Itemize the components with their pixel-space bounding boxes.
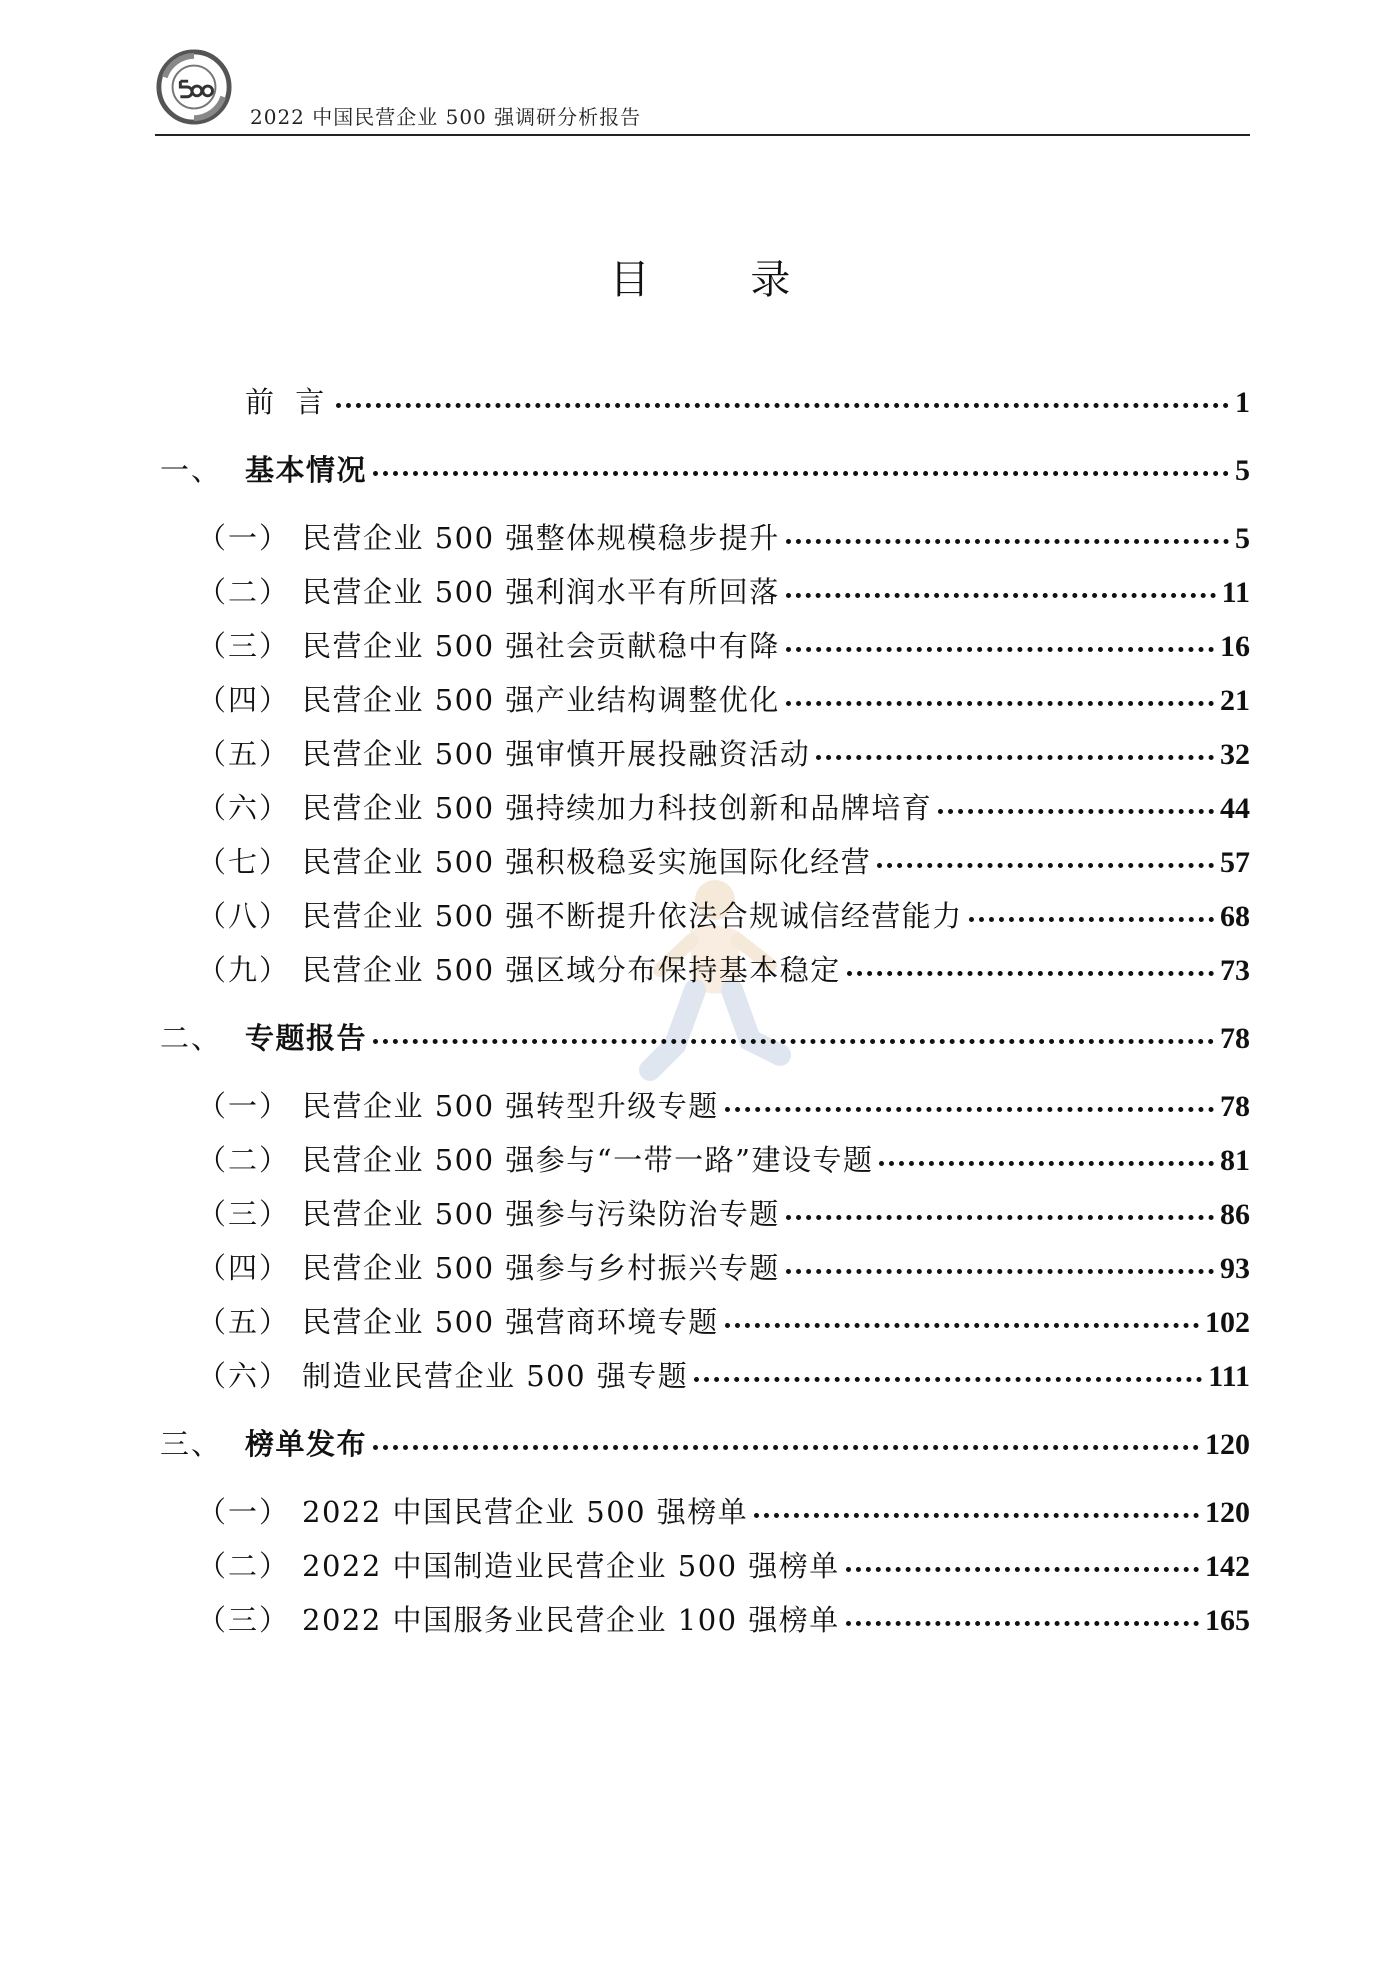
toc-entry-page: 120	[1205, 1496, 1250, 1529]
toc-chapter-entry[interactable]	[160, 1016, 1250, 1056]
toc-entry-page: 57	[1220, 846, 1250, 879]
toc-entry-label: 民营企业 500 强营商环境专题	[302, 1305, 719, 1339]
toc-entry-label: 民营企业 500 强持续加力科技创新和品牌培育	[302, 791, 933, 825]
toc-entry-page: 78	[1220, 1090, 1250, 1123]
toc-dot-leader	[786, 539, 1229, 544]
header-divider	[155, 134, 1250, 136]
toc-dot-leader	[336, 403, 1229, 408]
toc-entry-page: 16	[1220, 630, 1250, 663]
toc-entry-page: 5	[1235, 454, 1250, 487]
toc-entry-label: 民营企业 500 强区域分布保持基本稳定	[302, 953, 841, 987]
toc-entry-number: （一）	[197, 521, 291, 555]
toc-section-entry[interactable]	[197, 732, 1250, 772]
toc-entry-page: 165	[1205, 1604, 1250, 1637]
toc-section-entry[interactable]	[197, 1192, 1250, 1232]
toc-dot-leader	[786, 593, 1216, 598]
toc-heading: 目 录	[609, 257, 835, 303]
toc-dot-leader	[879, 1161, 1214, 1166]
toc-entry-page: 142	[1205, 1550, 1250, 1583]
toc-entry-number: （三）	[197, 1603, 291, 1637]
toc-section-entry[interactable]	[197, 894, 1250, 934]
toc-entry-page: 32	[1220, 738, 1250, 771]
toc-chapter-entry[interactable]	[160, 380, 1250, 420]
toc-chapter-entry[interactable]	[160, 1422, 1250, 1462]
toc-entry-label: 民营企业 500 强审慎开展投融资活动	[302, 737, 811, 771]
toc-entry-page: 44	[1220, 792, 1250, 825]
toc-entry-label: 民营企业 500 强参与污染防治专题	[302, 1197, 780, 1231]
toc-dot-leader	[373, 1039, 1214, 1044]
toc-entry-page: 93	[1220, 1252, 1250, 1285]
toc-entry-label: 前 言	[245, 385, 331, 419]
toc-entry-label: 基本情况	[245, 453, 368, 487]
toc-entry-number: （二）	[197, 1143, 291, 1177]
toc-entry-number: （三）	[197, 1197, 291, 1231]
toc-section-entry[interactable]	[197, 1300, 1250, 1340]
toc-dot-leader	[877, 863, 1214, 868]
page-header	[155, 48, 1250, 138]
toc-entry-label: 制造业民营企业 500 强专题	[302, 1359, 689, 1393]
toc-entry-page: 21	[1220, 684, 1250, 717]
toc-dot-leader	[373, 1445, 1199, 1450]
toc-section-entry[interactable]	[197, 1490, 1250, 1530]
toc-section-entry[interactable]	[197, 1138, 1250, 1178]
toc-entry-number: （六）	[197, 791, 291, 825]
toc-dot-leader	[846, 1621, 1199, 1626]
toc-entry-page: 102	[1205, 1306, 1250, 1339]
toc-entry-number: 二、	[160, 1021, 223, 1055]
toc-entry-label: 民营企业 500 强转型升级专题	[302, 1089, 719, 1123]
toc-entry-number: 一、	[160, 453, 223, 487]
toc-entry-label: 民营企业 500 强参与“一带一路”建设专题	[302, 1143, 874, 1177]
toc-entry-number: （二）	[197, 1549, 291, 1583]
toc-entry-number: （五）	[197, 1305, 291, 1339]
toc-dot-leader	[786, 1269, 1214, 1274]
toc-entry-page: 5	[1235, 522, 1250, 555]
toc-entry-number: （一）	[197, 1089, 291, 1123]
toc-entry-label: 民营企业 500 强利润水平有所回落	[302, 575, 780, 609]
toc-entry-page: 81	[1220, 1144, 1250, 1177]
toc-section-entry[interactable]	[197, 786, 1250, 826]
toc-dot-leader	[786, 647, 1214, 652]
toc-dot-leader	[725, 1107, 1214, 1112]
toc-dot-leader	[969, 917, 1214, 922]
toc-chapter-entry[interactable]	[160, 448, 1250, 488]
toc-entry-page: 86	[1220, 1198, 1250, 1231]
toc-dot-leader	[373, 471, 1229, 476]
toc-dot-leader	[847, 971, 1214, 976]
toc-dot-leader	[694, 1377, 1202, 1382]
toc-entry-page: 78	[1220, 1022, 1250, 1055]
toc-section-entry[interactable]	[197, 570, 1250, 610]
toc-entry-label: 2022 中国制造业民营企业 500 强榜单	[302, 1549, 840, 1583]
toc-entry-label: 民营企业 500 强整体规模稳步提升	[302, 521, 780, 555]
toc-entry-number: （六）	[197, 1359, 291, 1393]
toc-section-entry[interactable]	[197, 840, 1250, 880]
toc-entry-number: （一）	[197, 1495, 291, 1529]
toc-entry-page: 11	[1221, 576, 1250, 609]
toc-section-entry[interactable]	[197, 948, 1250, 988]
toc-entry-page: 68	[1220, 900, 1250, 933]
toc-section-entry[interactable]	[197, 678, 1250, 718]
toc-entry-label: 专题报告	[245, 1021, 368, 1055]
toc-entry-label: 2022 中国服务业民营企业 100 强榜单	[302, 1603, 840, 1637]
toc-entry-label: 民营企业 500 强社会贡献稳中有降	[302, 629, 780, 663]
toc-entry-page: 111	[1208, 1360, 1250, 1393]
toc-entry-label: 民营企业 500 强不断提升依法合规诚信经营能力	[302, 899, 963, 933]
toc-dot-leader	[816, 755, 1214, 760]
report-title: 2022 中国民营企业 500 强调研分析报告	[250, 105, 642, 129]
toc-entry-number: （八）	[197, 899, 291, 933]
toc-entry-number: （七）	[197, 845, 291, 879]
toc-section-entry[interactable]	[197, 1544, 1250, 1584]
toc-entry-label: 民营企业 500 强参与乡村振兴专题	[302, 1251, 780, 1285]
toc-dot-leader	[725, 1323, 1199, 1328]
toc-entry-page: 1	[1235, 386, 1250, 419]
toc-entry-page: 120	[1205, 1428, 1250, 1461]
toc-entry-number: （四）	[197, 1251, 291, 1285]
top500-logo-icon	[155, 48, 233, 126]
toc-entry-page: 73	[1220, 954, 1250, 987]
toc-section-entry[interactable]	[197, 1246, 1250, 1286]
toc-section-entry[interactable]	[197, 624, 1250, 664]
toc-entry-number: （五）	[197, 737, 291, 771]
toc-section-entry[interactable]	[197, 1598, 1250, 1638]
toc-entry-number: （九）	[197, 953, 291, 987]
toc-dot-leader	[846, 1567, 1199, 1572]
toc-section-entry[interactable]	[197, 1354, 1250, 1394]
toc-entry-number: （三）	[197, 629, 291, 663]
toc-entry-number: 三、	[160, 1427, 223, 1461]
toc-entry-label: 民营企业 500 强产业结构调整优化	[302, 683, 780, 717]
toc-dot-leader	[938, 809, 1214, 814]
toc-entry-number: （二）	[197, 575, 291, 609]
toc-dot-leader	[754, 1513, 1199, 1518]
toc-entry-number: （四）	[197, 683, 291, 717]
toc-dot-leader	[786, 701, 1214, 706]
toc-entry-label: 2022 中国民营企业 500 强榜单	[302, 1495, 749, 1529]
toc-section-entry[interactable]	[197, 1084, 1250, 1124]
toc-entry-label: 民营企业 500 强积极稳妥实施国际化经营	[302, 845, 872, 879]
toc-entry-label: 榜单发布	[245, 1427, 368, 1461]
toc-section-entry[interactable]	[197, 516, 1250, 556]
toc-dot-leader	[786, 1215, 1214, 1220]
